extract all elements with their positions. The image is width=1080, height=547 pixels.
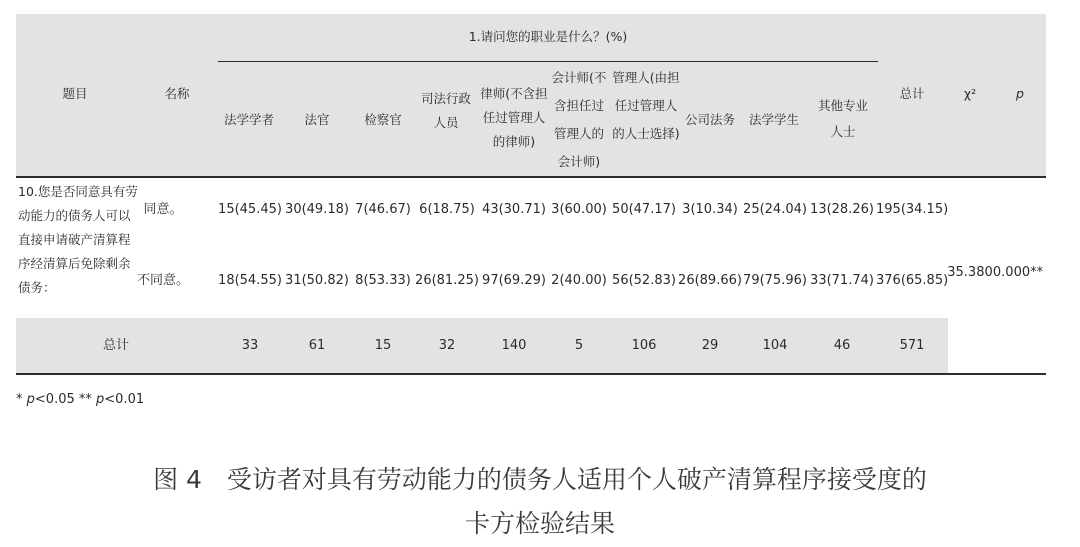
total-row-value-6: 5: [574, 338, 584, 353]
header-occupation-4: 司法行政人员: [420, 91, 471, 130]
question-text: 10.您是否同意具有劳动能力的债务人可以直接申请破产清算程序经清算后免除剩余债务：: [18, 184, 138, 295]
row-agree-label: 同意。: [143, 202, 183, 217]
row-agree-value-4: 6(18.75): [419, 202, 475, 217]
header-topic: 题目: [62, 86, 88, 101]
caption-line-2: 卡方检验结果: [464, 509, 615, 538]
header-occupation-8: 公司法务: [684, 112, 735, 127]
row-agree-value-7: 50(47.17): [612, 202, 676, 217]
header-name: 名称: [164, 86, 190, 101]
header-occupation-2: 法官: [304, 112, 330, 127]
row-agree-total: 195(34.15): [876, 202, 949, 217]
row-disagree-value-3: 8(53.33): [355, 273, 411, 288]
footnote-lead: *: [16, 392, 27, 407]
footnote-t1: <0.05 **: [34, 392, 97, 407]
total-row-value-3: 15: [374, 338, 392, 353]
header-occupation-5: 律师(不含担任过管理人的律师): [480, 86, 548, 149]
row-agree-value-10: 13(28.26): [810, 202, 874, 217]
header-p: p: [1016, 86, 1024, 101]
total-row-value-1: 33: [241, 338, 259, 353]
header-occupation-7: 管理人(由担任过管理人的人士选择): [612, 70, 680, 141]
row-disagree-value-6: 2(40.00): [551, 273, 607, 288]
footnote-p1: p: [26, 392, 35, 407]
row-agree-value-3: 7(46.67): [355, 202, 411, 217]
header-occupation-3: 检察官: [364, 112, 402, 127]
total-row-value-4: 32: [438, 338, 456, 353]
caption-line-1: 图 4 受访者对具有劳动能力的债务人适用个人破产清算程序接受度的: [153, 465, 927, 494]
total-row-value-2: 61: [308, 338, 326, 353]
row-disagree-value-2: 31(50.82): [285, 273, 349, 288]
header-occupation-6: 会计师(不含担任过管理人的会计师): [551, 70, 607, 169]
row-agree-value-9: 25(24.04): [743, 202, 807, 217]
header-occupation-1: 法学学者: [223, 112, 274, 127]
total-row-value-9: 104: [762, 338, 788, 353]
row-disagree-value-5: 97(69.29): [482, 273, 546, 288]
row-disagree-value-8: 26(89.66): [678, 273, 742, 288]
row-agree-value-6: 3(60.00): [551, 202, 607, 217]
row-disagree-value-7: 56(52.83): [612, 273, 676, 288]
row-disagree-value-10: 33(71.74): [810, 273, 874, 288]
row-disagree-total: 376(65.85): [876, 273, 949, 288]
rule-bottom: [16, 373, 1046, 375]
rule-under-header: [16, 176, 1046, 178]
row-disagree-label: 不同意。: [136, 273, 189, 288]
header-occupation-9: 法学学生: [748, 112, 799, 127]
row-agree-value-1: 15(45.45): [218, 202, 282, 217]
row-agree-value-2: 30(49.18): [285, 202, 349, 217]
header-chi-square: χ²: [963, 86, 977, 101]
total-row-label: 总计: [102, 338, 129, 353]
total-row-value-10: 46: [833, 338, 851, 353]
row-agree-value-8: 3(10.34): [682, 202, 738, 217]
header-total: 总计: [899, 86, 925, 101]
row-agree-value-5: 43(30.71): [482, 202, 546, 217]
rule-under-group-header: [218, 61, 878, 62]
row-disagree-value-9: 79(75.96): [743, 273, 807, 288]
chi-square-value: 35.380: [947, 265, 993, 280]
footnote: [16, 392, 144, 407]
total-row-value-5: 140: [501, 338, 527, 353]
total-row-value-7: 106: [631, 338, 657, 353]
header-occupation-10: 其他专业人士: [817, 98, 868, 139]
row-disagree-value-4: 26(81.25): [415, 273, 479, 288]
p-value: 0.000**: [992, 265, 1044, 280]
footnote-t2: <0.01: [104, 392, 145, 407]
footnote-p2: p: [96, 392, 105, 407]
total-row-total: 571: [899, 338, 925, 353]
total-row-value-8: 29: [701, 338, 719, 353]
group-header: 1.请问您的职业是什么？(%): [468, 29, 628, 44]
row-disagree-value-1: 18(54.55): [218, 273, 282, 288]
